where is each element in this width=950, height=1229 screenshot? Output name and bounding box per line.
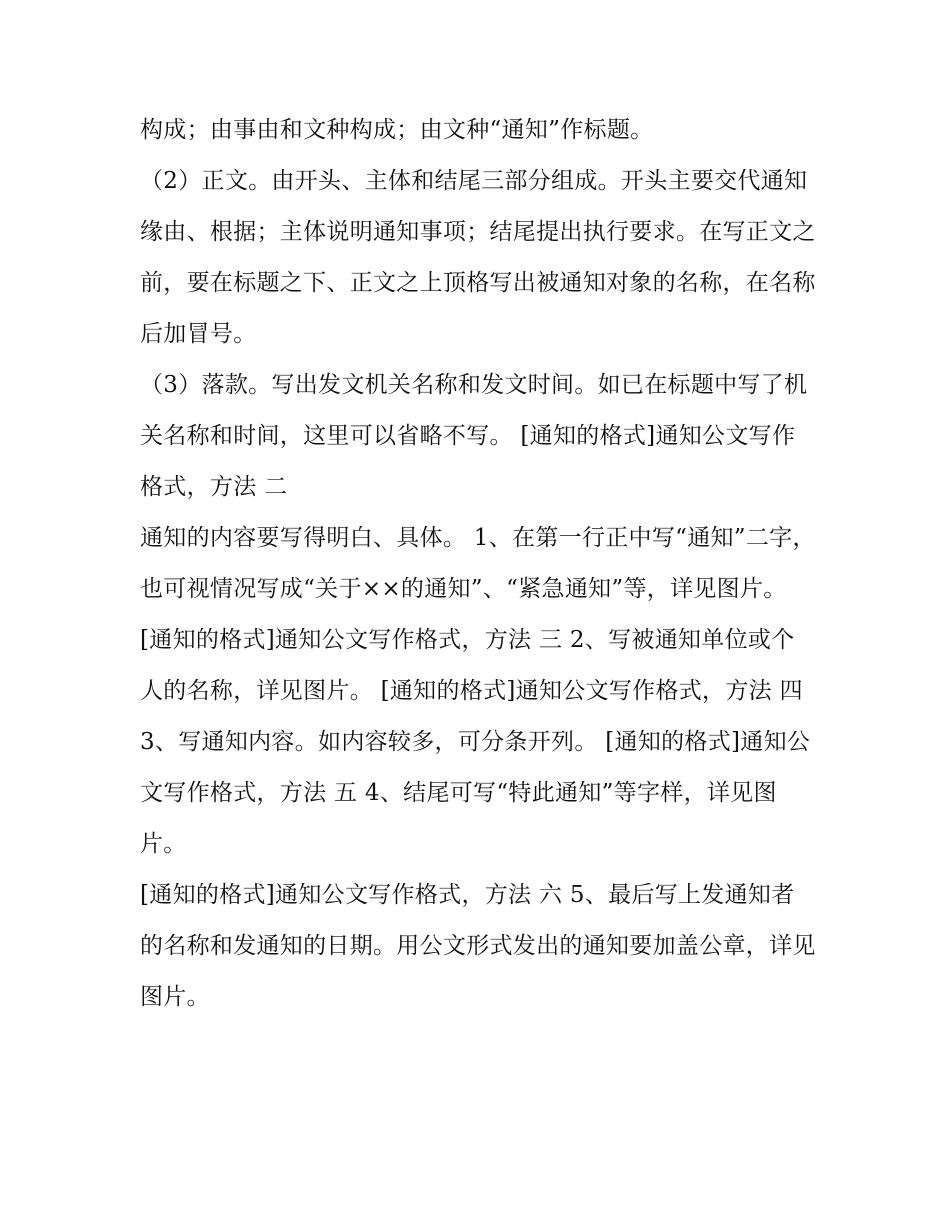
paragraph-method-two: 通知的内容要写得明白、具体。 1、在第一行正中写“通知”二字，也可视情况写成“关于××的通知”、“紧急通知”等，详见图片。 [140, 525, 816, 602]
paragraph-method-five: 3、写通知内容。如内容较多，可分条开列。 [通知的格式]通知公文写作格式，方法 五 4、结尾可写“特此通知”等字样，详见图片。 [140, 729, 811, 857]
paragraph-body-text: （2）正文。由开头、主体和结尾三部分组成。开头主要交代通知缘由、根据；主体说明通知事项；结尾提出执行要求。在写正文之前，要在标题之下、正文之上顶格写出被通知对象的名称，在名称后加冒号。 [140, 168, 816, 347]
document-body [140, 105, 816, 1023]
paragraph-signature: （3）落款。写出发文机关名称和发文时间。如已在标题中写了机关名称和时间，这里可以省略不写。 [通知的格式]通知公文写作格式，方法 二 [140, 372, 808, 500]
paragraph-title-composition: 构成；由事由和文种构成；由文种“通知”作标题。 [140, 117, 654, 143]
paragraph-method-three: [通知的格式]通知公文写作格式，方法 三 2、写被通知单位或个人的名称，详见图片。 [通知的格式]通知公文写作格式，方法 四 [140, 627, 803, 704]
paragraph-method-six: [通知的格式]通知公文写作格式，方法 六 5、最后写上发通知者的名称和发通知的日期。用公文形式发出的通知要加盖公章，详见图片。 [140, 882, 816, 1010]
